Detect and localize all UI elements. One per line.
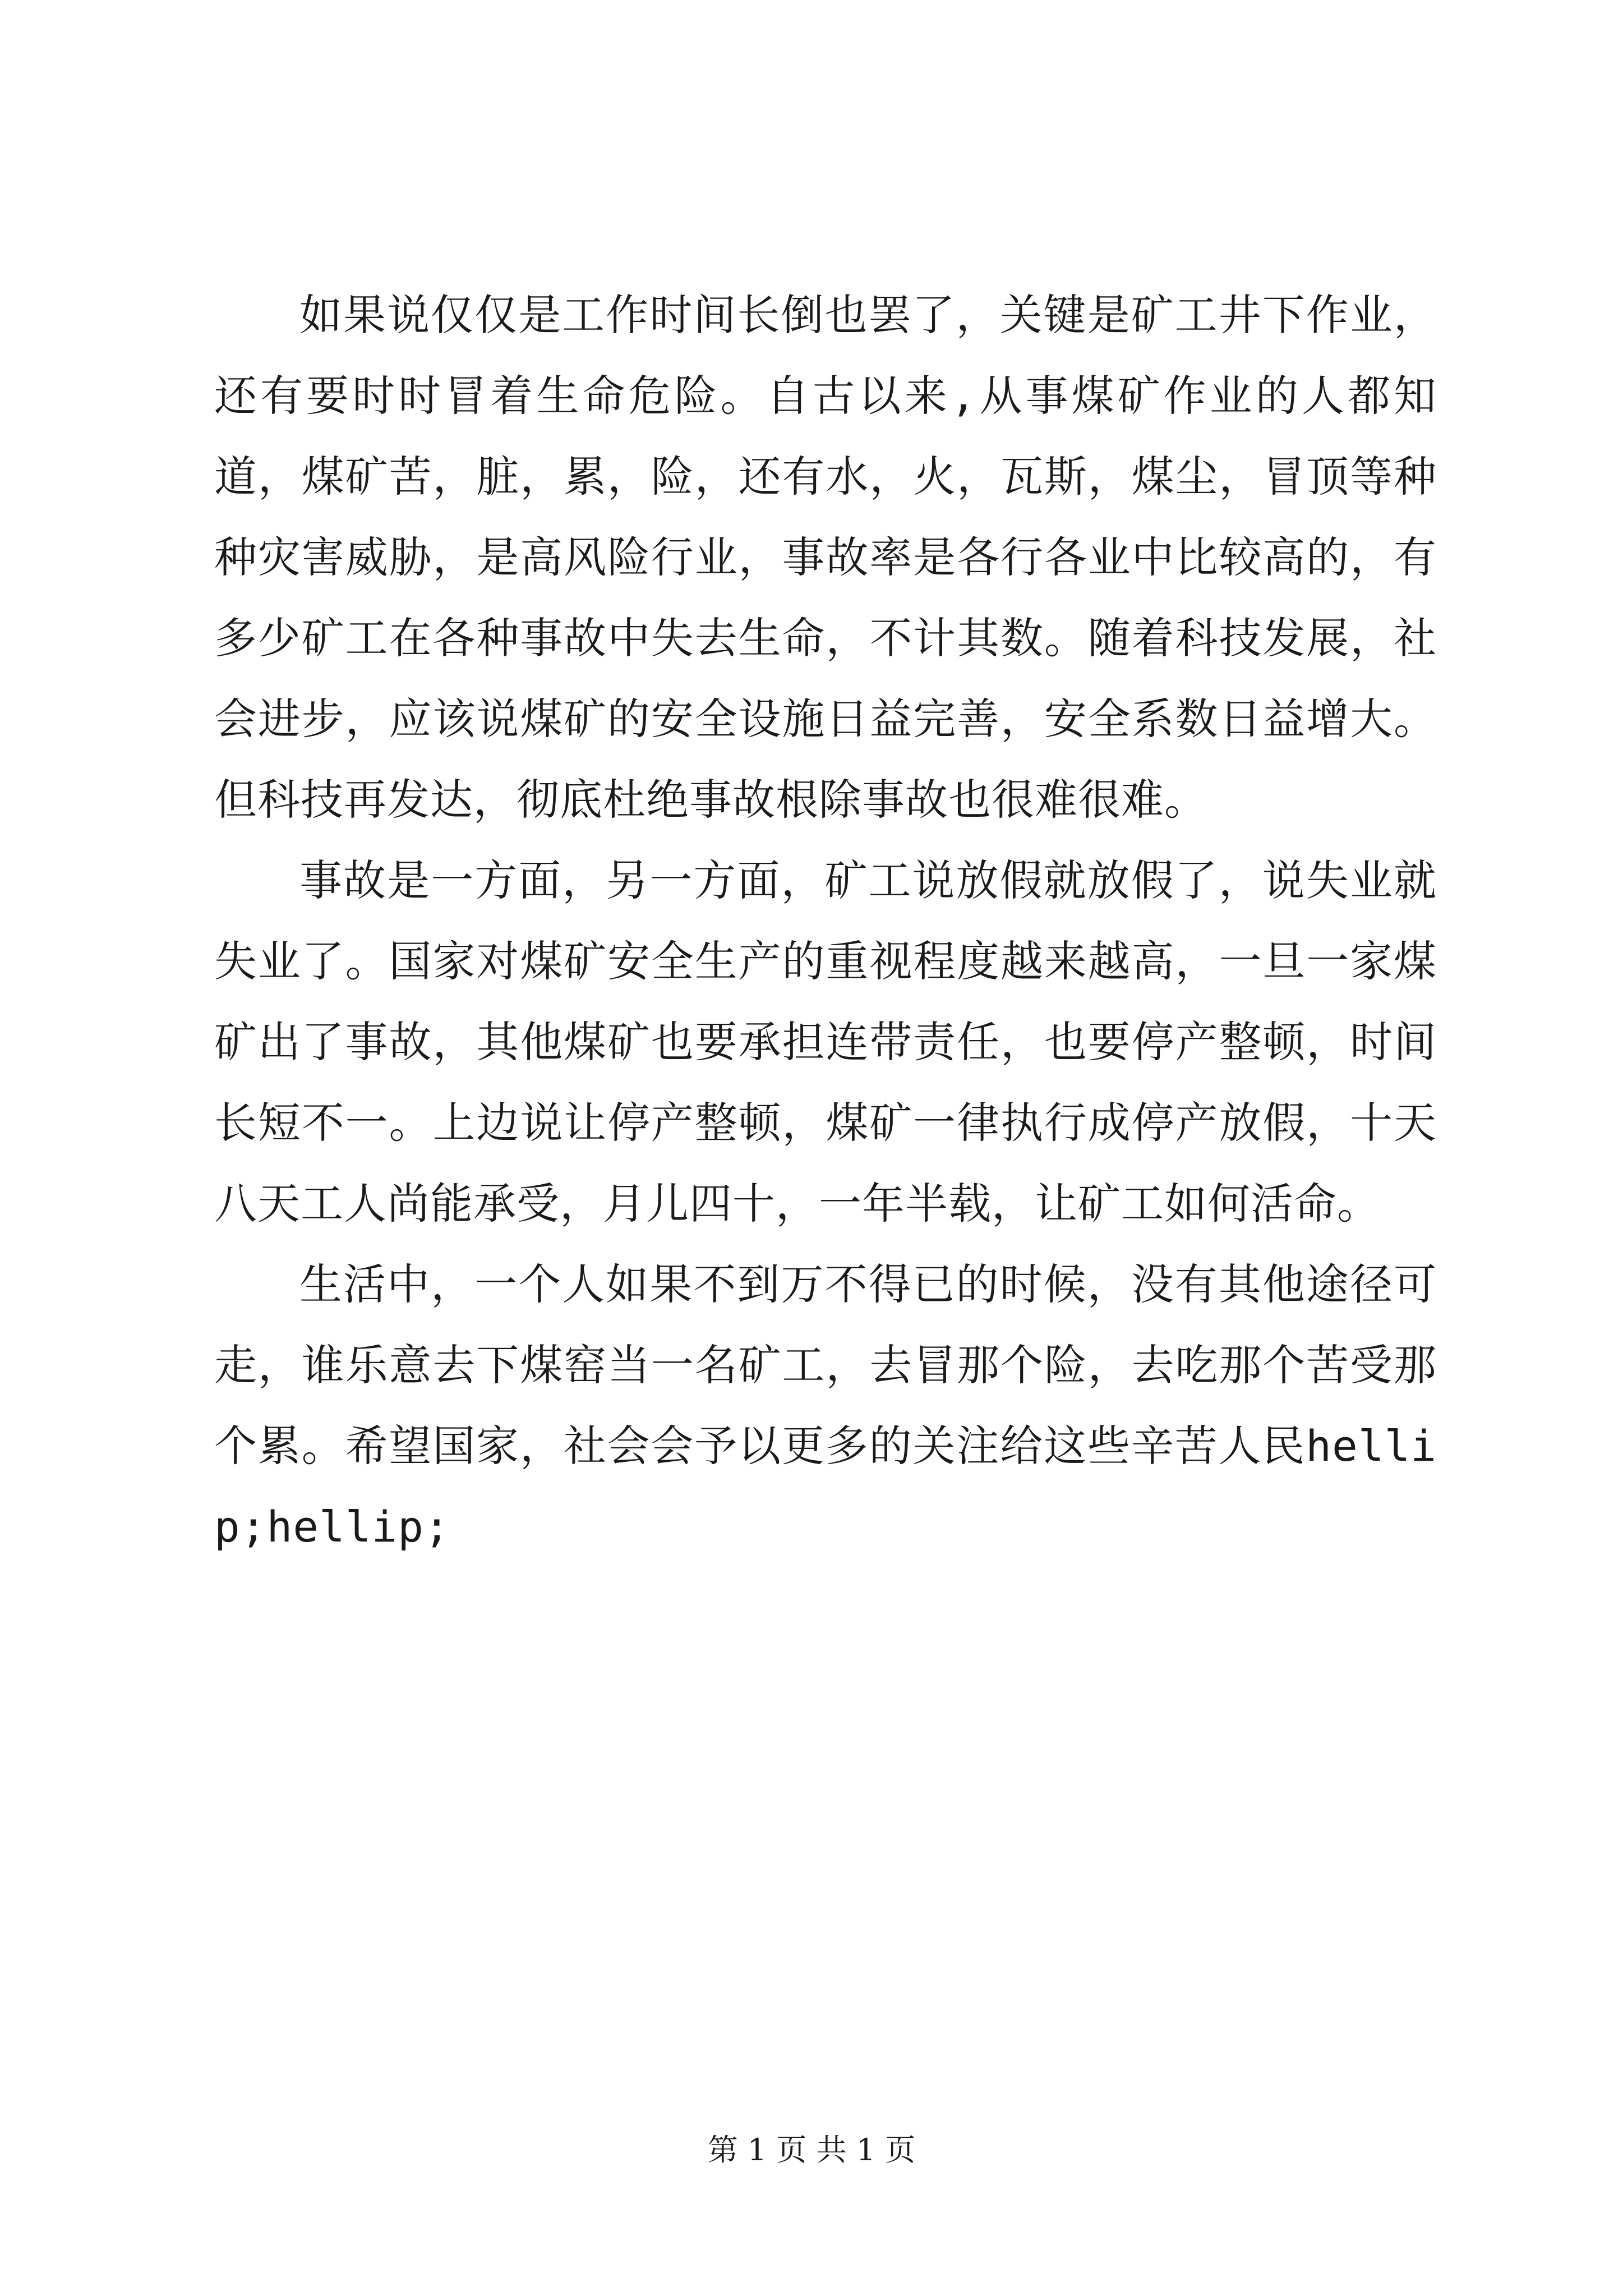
paragraph-2: 事故是一方面，另一方面，矿工说放假就放假了，说失业就失业了。国家对煤矿安全生产的重视程度越来越高，一旦一家煤矿出了事故，其他煤矿也要承担连带责任，也要停产整顿，时间长短不一。上边说让停产整顿，煤矿一律执行成停产放假，十天八天工人尚能承受，月儿四十，一年半载，让矿工如何活命。 bbox=[214, 855, 1437, 1228]
paragraph-3: 生活中，一个人如果不到万不得已的时候，没有其他途径可走，谁乐意去下煤窑当一名矿工，去冒那个险，去吃那个苦受那个累。希望国家，社会会予以更多的关注给这些辛苦人民hellip;hellip; bbox=[214, 1259, 1437, 1552]
page-number-label: 第 1 页 共 1 页 bbox=[707, 2132, 916, 2168]
page-footer bbox=[0, 2126, 1623, 2169]
paragraph-1: 如果说仅仅是工作时间长倒也罢了，关键是矿工井下作业，还有要时时冒着生命危险。自古以来,从事煤矿作业的人都知道，煤矿苦，脏，累，险，还有水，火，瓦斯，煤尘，冒顶等种种灾害威胁，是高风险行业，事故率是各行各业中比较高的，有多少矿工在各种事故中失去生命，不计其数。随着科技发展，社会进步，应该说煤矿的安全设施日益完善，安全系数日益增大。但科技再发达，彻底杜绝事故根除事故也很难很难。 bbox=[214, 290, 1437, 825]
document-body bbox=[214, 275, 1437, 1567]
